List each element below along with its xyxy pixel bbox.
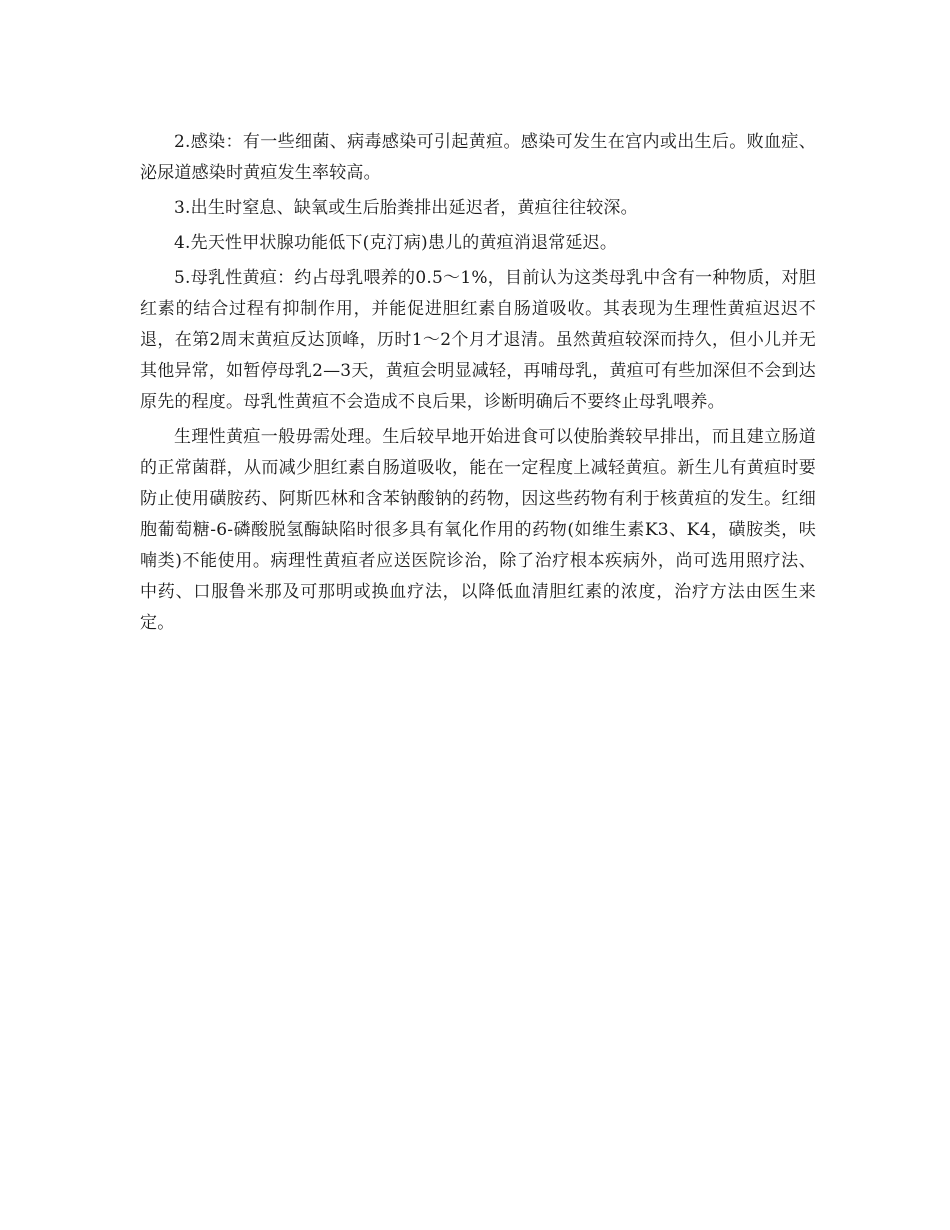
paragraph-treatment: 生理性黄疸一般毋需处理。生后较早地开始进食可以使胎粪较早排出，而且建立肠道的正常菌群，从而减少胆红素自肠道吸收，能在一定程度上减轻黄疸。新生儿有黄疸时要防止使用磺胺药、阿斯匹林和含苯钠酸钠的药物，因这些药物有利于核黄疸的发生。红细胞葡萄糖-6-磷酸脱氢酶缺陷时很多具有氧化作用的药物(如维生素K3、K4，磺胺类，呋喃类)不能使用。病理性黄疸者应送医院诊治，除了治疗根本疾病外，尚可选用照疗法、中药、口服鲁米那及可那明或换血疗法，以降低血清胆红素的浓度，治疗方法由医生来定。: [140, 427, 816, 633]
paragraph-breast-milk-jaundice: 5.母乳性黄疸：约占母乳喂养的0.5～1%，目前认为这类母乳中含有一种物质，对胆红素的结合过程有抑制作用，并能促进胆红素自肠道吸收。其表现为生理性黄疸迟迟不退，在第2周末黄疸反达顶峰，历时1～2个月才退清。虽然黄疸较深而持久，但小儿并无其他异常，如暂停母乳2—3天，黄疸会明显减轻，再哺母乳，黄疸可有些加深但不会到达原先的程度。母乳性黄疸不会造成不良后果，诊断明确后不要终止母乳喂养。: [140, 268, 816, 412]
paragraph-hypothyroidism: 4.先天性甲状腺功能低下(克汀病)患儿的黄疸消退常延迟。: [174, 233, 618, 253]
paragraph-asphyxia: 3.出生时窒息、缺氧或生后胎粪排出延迟者，黄疸往往较深。: [174, 198, 638, 218]
document-body: [140, 127, 816, 643]
paragraph-infection: 2.感染：有一些细菌、病毒感染可引起黄疸。感染可发生在宫内或出生后。败血症、泌尿道感染时黄疸发生率较高。: [140, 132, 816, 183]
